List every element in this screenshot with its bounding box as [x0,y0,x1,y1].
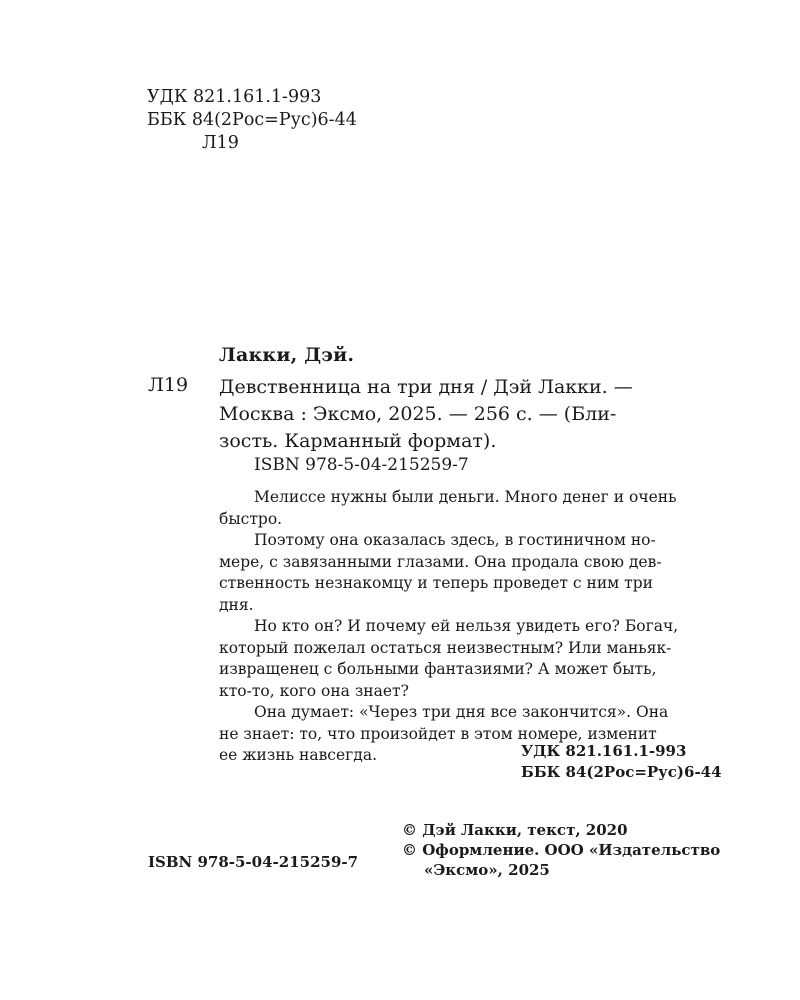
author-name: Лакки, Дэй. [219,344,355,366]
annotation-line: ее жизнь навсегда. [219,746,377,764]
description-line: Девственница на три дня / Дэй Лакки. — [219,376,633,398]
description-line: зость. Карманный формат). [219,430,497,452]
annotation-line: ственность незнакомцу и теперь проведет с ним три [219,574,653,592]
annotation-line: Поэтому она оказалась здесь, в гостиничном но- [254,531,656,549]
copyright-design: © Оформление. ООО «Издательство [402,841,721,859]
annotation-line: который пожелал остаться неизвестным? Или маньяк- [219,638,672,657]
description-line: Москва : Эксмо, 2025. — 256 с. — (Бли- [219,403,617,425]
annotation-line: Мелиссе нужны были деньги. Много денег и очень [254,488,677,506]
copyright-text: © Дэй Лакки, текст, 2020 [402,821,628,839]
copyright-design-continued: «Эксмо», 2025 [424,861,550,879]
author-mark: Л19 [202,133,239,153]
bottom-isbn: ISBN 978-5-04-215259-7 [148,853,359,871]
annotation-line: дня. [219,595,254,614]
annotation-line: извращенец с больными фантазиями? А может быть, [219,660,657,678]
bottom-classification-codes [521,741,722,783]
annotation-line: Но кто он? И почему ей нельзя увидеть его? Богач, [254,617,679,635]
bbk-code: ББК 84(2Рос=Рус)6-44 [521,763,722,781]
annotation-paragraph [219,487,705,530]
annotation-line: Она думает: «Через три дня все закончится». Она [254,703,669,721]
annotation-line: мере, с завязанными глазами. Она продала свою дев- [219,552,662,571]
bibliographic-description [219,374,705,455]
annotation-line: кто-то, кого она знает? [219,681,409,700]
copyright-block [402,820,720,880]
annotation-paragraph [219,530,705,616]
annotation-line: быстро. [219,509,283,528]
annotation [219,487,705,767]
record-isbn: ISBN 978-5-04-215259-7 [254,455,469,475]
annotation-paragraph [219,616,705,702]
annotation-line: не знает: то, что произойдет в этом номере, изменит [219,724,657,743]
udk-code: УДК 821.161.1-993 [147,87,322,107]
top-classification-codes [147,86,357,155]
record-author-mark: Л19 [148,374,189,396]
bbk-code: ББК 84(2Рос=Рус)6-44 [147,110,357,130]
udk-code: УДК 821.161.1-993 [521,742,687,760]
